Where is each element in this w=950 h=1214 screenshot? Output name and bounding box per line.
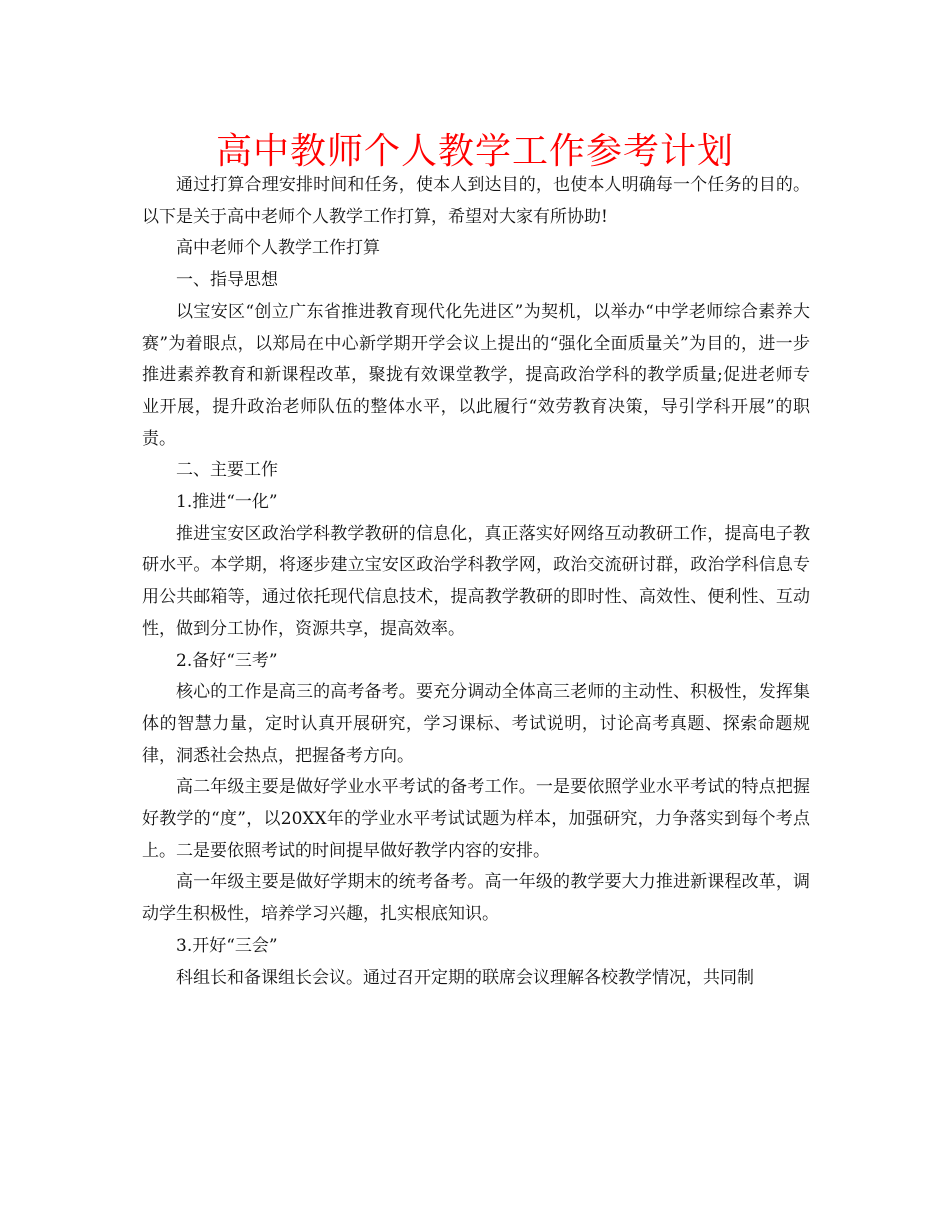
heading-main-work: 二、主要工作 — [176, 460, 278, 481]
document-body — [142, 170, 810, 994]
paragraph-subtitle: 高中老师个人教学工作打算 — [176, 238, 380, 259]
paragraph-item-3: 科组长和备课组长会议。通过召开定期的联席会议理解各校教学情况，共同制 — [176, 967, 754, 988]
heading-guiding-thought: 一、指导思想 — [176, 270, 278, 291]
heading-item-2: 2.备好“三考” — [176, 650, 278, 671]
paragraph-intro: 通过打算合理安排时间和任务，使本人到达目的，也使本人明确每一个任务的目的。以下是关于高中老师个人教学工作打算，希望对大家有所协助! — [142, 175, 810, 227]
paragraph-item-2-senior2: 高二年级主要是做好学业水平考试的备考工作。一是要依照学业水平考试的特点把握好教学的“度”，以20XX年的学业水平考试试题为样本，加强研究，力争落实到每个考点上。二是要依照考试的时间提早做好教学内容的安排。 — [142, 777, 810, 861]
paragraph-item-2-senior1: 高一年级主要是做好学期末的统考备考。高一年级的教学要大力推进新课程改革，调动学生积极性，培养学习兴趣，扎实根底知识。 — [142, 872, 810, 925]
heading-item-1: 1.推进“一化” — [176, 492, 278, 513]
heading-item-3: 3.开好“三会” — [176, 935, 278, 956]
document-title: 高中教师个人教学工作参考计划 — [215, 131, 734, 172]
paragraph-item-2-senior3: 核心的工作是高三的高考备考。要充分调动全体高三老师的主动性、积极性，发挥集体的智慧力量，定时认真开展研究，学习课标、考试说明，讨论高考真题、探索命题规律，洞悉社会热点，把握备考方向。 — [142, 682, 810, 766]
paragraph-guiding-thought: 以宝安区“创立广东省推进教育现代化先进区”为契机，以举办“中学老师综合素养大赛”为着眼点，以郑局在中心新学期开学会议上提出的“强化全面质量关”为目的，进一步推进素养教育和新课程改革，聚拢有效课堂教学，提高政治学科的教学质量;促进老师专业开展，提升政治老师队伍的整体水平，以此履行“效劳教育决策，导引学科开展”的职责。 — [142, 301, 810, 449]
paragraph-item-1: 推进宝安区政治学科教学教研的信息化，真正落实好网络互动教研工作，提高电子教研水平。本学期，将逐步建立宝安区政治学科教学网，政治交流研讨群，政治学科信息专用公共邮箱等，通过依托现代信息技术，提高教学教研的即时性、高效性、便利性、互动性，做到分工协作，资源共享，提高效率。 — [142, 523, 810, 639]
